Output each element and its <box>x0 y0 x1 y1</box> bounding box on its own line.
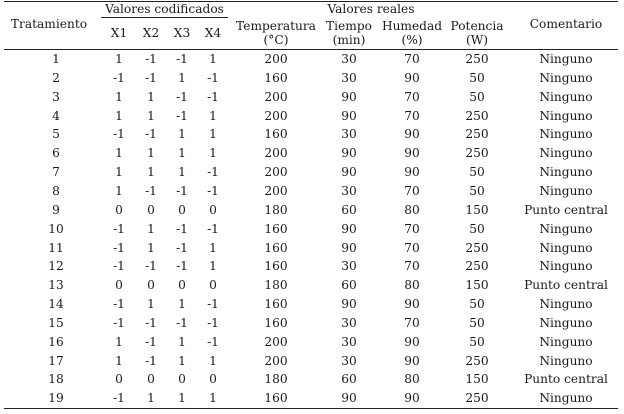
x2-header: X2 <box>142 26 160 40</box>
comment-cell: Ninguno <box>539 391 593 406</box>
humidity-cell: 70 <box>404 240 420 255</box>
power-cell: 50 <box>469 297 485 312</box>
x3-cell: -1 <box>176 183 188 198</box>
power-cell: 250 <box>465 52 489 66</box>
x1-cell: 1 <box>115 183 123 198</box>
comment-cell: Ninguno <box>539 165 593 180</box>
x2-cell: 1 <box>147 221 155 236</box>
humidity-cell: 90 <box>404 353 420 368</box>
comment-cell: Ninguno <box>539 259 593 274</box>
x1-cell: -1 <box>113 240 125 255</box>
time-cell: 60 <box>341 278 357 293</box>
humidity-unit: (%) <box>401 33 423 47</box>
x3-cell: 1 <box>178 127 186 142</box>
x3-cell: 1 <box>178 353 186 368</box>
x3-cell: -1 <box>176 221 188 236</box>
power-cell: 150 <box>465 278 489 293</box>
treatment-cell: 5 <box>52 127 60 142</box>
x3-cell: 1 <box>178 165 186 180</box>
treatment-cell: 10 <box>48 221 64 236</box>
x4-cell: 0 <box>209 202 217 217</box>
humidity-cell: 90 <box>404 297 420 312</box>
power-cell: 50 <box>469 70 485 85</box>
x1-cell: 1 <box>115 146 123 161</box>
power-cell: 250 <box>465 108 489 123</box>
x1-cell: -1 <box>113 315 125 330</box>
time-cell: 90 <box>341 391 357 406</box>
treatment-cell: 19 <box>48 391 64 406</box>
temperature-cell: 180 <box>264 278 288 293</box>
time-cell: 30 <box>341 183 357 198</box>
x4-cell: 1 <box>209 240 217 255</box>
x1-cell: 1 <box>115 89 123 104</box>
comment-cell: Ninguno <box>539 52 593 66</box>
x4-cell: 0 <box>209 372 217 387</box>
power-cell: 50 <box>469 165 485 180</box>
humidity-cell: 70 <box>404 259 420 274</box>
x1-header: X1 <box>110 26 128 40</box>
x4-cell: -1 <box>207 334 219 349</box>
x1-cell: 1 <box>115 334 123 349</box>
x4-cell: 1 <box>209 259 217 274</box>
humidity-cell: 70 <box>404 52 420 66</box>
treatment-cell: 13 <box>48 278 64 293</box>
time-cell: 90 <box>341 221 357 236</box>
comment-header: Comentario <box>529 17 603 31</box>
x3-header: X3 <box>173 26 191 40</box>
x3-cell: 0 <box>178 372 186 387</box>
x3-cell: -1 <box>176 108 188 123</box>
treatment-cell: 4 <box>52 108 60 123</box>
x2-cell: 1 <box>147 108 155 123</box>
x2-cell: -1 <box>145 52 157 66</box>
x2-cell: -1 <box>145 127 157 142</box>
x3-cell: 1 <box>178 334 186 349</box>
power-cell: 250 <box>465 146 489 161</box>
treatment-cell: 17 <box>48 353 64 368</box>
humidity-cell: 90 <box>404 70 420 85</box>
x1-cell: 1 <box>115 52 123 66</box>
time-cell: 30 <box>341 353 357 368</box>
temperature-cell: 160 <box>264 240 288 255</box>
time-header: Tiempo <box>326 19 372 33</box>
x4-cell: 1 <box>209 353 217 368</box>
x1-cell: 0 <box>115 372 123 387</box>
time-cell: 30 <box>341 259 357 274</box>
time-cell: 90 <box>341 108 357 123</box>
treatment-cell: 15 <box>48 315 64 330</box>
power-cell: 50 <box>469 334 485 349</box>
x3-cell: 1 <box>178 146 186 161</box>
x2-cell: -1 <box>145 70 157 85</box>
x2-cell: -1 <box>145 259 157 274</box>
bottom-rule <box>4 408 618 409</box>
temperature-cell: 160 <box>264 391 288 406</box>
x2-cell: 1 <box>147 391 155 406</box>
time-cell: 30 <box>341 70 357 85</box>
x4-header: X4 <box>204 26 222 40</box>
time-cell: 90 <box>341 146 357 161</box>
comment-cell: Ninguno <box>539 89 593 104</box>
x4-cell: -1 <box>207 70 219 85</box>
treatment-cell: 16 <box>48 334 64 349</box>
temperature-cell: 200 <box>264 353 288 368</box>
temperature-cell: 200 <box>264 108 288 123</box>
treatment-cell: 14 <box>48 297 64 312</box>
humidity-cell: 70 <box>404 221 420 236</box>
temperature-cell: 200 <box>264 183 288 198</box>
x2-cell: 0 <box>147 372 155 387</box>
x2-cell: 1 <box>147 240 155 255</box>
comment-cell: Ninguno <box>539 221 593 236</box>
comment-cell: Ninguno <box>539 334 593 349</box>
x4-cell: -1 <box>207 183 219 198</box>
treatment-cell: 3 <box>52 89 60 104</box>
x4-cell: -1 <box>207 165 219 180</box>
x4-cell: -1 <box>207 297 219 312</box>
temperature-unit: (°C) <box>263 33 289 47</box>
humidity-cell: 70 <box>404 315 420 330</box>
x1-cell: -1 <box>113 259 125 274</box>
time-cell: 30 <box>341 334 357 349</box>
comment-cell: Ninguno <box>539 146 593 161</box>
treatment-cell: 12 <box>48 259 64 274</box>
x2-cell: -1 <box>145 183 157 198</box>
comment-cell: Ninguno <box>539 297 593 312</box>
comment-cell: Ninguno <box>539 127 593 142</box>
x4-cell: 1 <box>209 391 217 406</box>
temperature-cell: 200 <box>264 334 288 349</box>
comment-cell: Ninguno <box>539 315 593 330</box>
x2-cell: -1 <box>145 334 157 349</box>
x1-cell: -1 <box>113 127 125 142</box>
x1-cell: 0 <box>115 202 123 217</box>
humidity-cell: 70 <box>404 89 420 104</box>
treatment-cell: 6 <box>52 146 60 161</box>
x4-cell: 1 <box>209 108 217 123</box>
power-cell: 250 <box>465 240 489 255</box>
temperature-cell: 200 <box>264 165 288 180</box>
x1-cell: 1 <box>115 165 123 180</box>
power-cell: 250 <box>465 127 489 142</box>
x3-cell: 0 <box>178 278 186 293</box>
x4-cell: 1 <box>209 52 217 66</box>
temperature-cell: 160 <box>264 70 288 85</box>
x2-cell: 1 <box>147 89 155 104</box>
humidity-cell: 80 <box>404 278 420 293</box>
time-cell: 90 <box>341 89 357 104</box>
treatment-cell: 2 <box>52 70 60 85</box>
humidity-header: Humedad <box>381 19 443 33</box>
treatment-cell: 9 <box>52 202 60 217</box>
time-cell: 90 <box>341 240 357 255</box>
humidity-cell: 70 <box>404 108 420 123</box>
treatment-cell: 7 <box>52 165 60 180</box>
x3-cell: 0 <box>178 202 186 217</box>
temperature-cell: 160 <box>264 315 288 330</box>
humidity-cell: 80 <box>404 372 420 387</box>
x4-cell: -1 <box>207 221 219 236</box>
x2-cell: 1 <box>147 146 155 161</box>
x4-cell: -1 <box>207 315 219 330</box>
comment-cell: Punto central <box>524 202 608 217</box>
x2-cell: -1 <box>145 353 157 368</box>
time-cell: 60 <box>341 372 357 387</box>
time-cell: 30 <box>341 52 357 66</box>
x3-cell: 1 <box>178 70 186 85</box>
humidity-cell: 90 <box>404 334 420 349</box>
x4-cell: 1 <box>209 127 217 142</box>
x1-cell: -1 <box>113 221 125 236</box>
humidity-cell: 90 <box>404 391 420 406</box>
power-cell: 250 <box>465 259 489 274</box>
comment-cell: Ninguno <box>539 240 593 255</box>
comment-cell: Ninguno <box>539 108 593 123</box>
treatment-cell: 8 <box>52 183 60 198</box>
treatment-cell: 11 <box>48 240 64 255</box>
temperature-cell: 200 <box>264 52 288 66</box>
time-cell: 90 <box>341 297 357 312</box>
coded-values-header: Valores codificados <box>105 2 224 16</box>
temperature-cell: 160 <box>264 127 288 142</box>
temperature-header: Temperatura <box>236 19 316 33</box>
x3-cell: -1 <box>176 89 188 104</box>
x2-cell: 1 <box>147 165 155 180</box>
power-unit: (W) <box>465 33 489 47</box>
humidity-cell: 70 <box>404 183 420 198</box>
time-unit: (min) <box>332 33 366 47</box>
x1-cell: 0 <box>115 278 123 293</box>
temperature-cell: 200 <box>264 89 288 104</box>
x3-cell: 1 <box>178 297 186 312</box>
x4-cell: -1 <box>207 89 219 104</box>
x1-cell: -1 <box>113 297 125 312</box>
x1-cell: 1 <box>115 353 123 368</box>
real-values-header: Valores reales <box>327 2 415 16</box>
comment-cell: Punto central <box>524 372 608 387</box>
treatment-cell: 18 <box>48 372 64 387</box>
power-cell: 50 <box>469 89 485 104</box>
power-cell: 50 <box>469 315 485 330</box>
temperature-cell: 160 <box>264 259 288 274</box>
comment-cell: Ninguno <box>539 183 593 198</box>
treatment-header: Tratamiento <box>10 17 88 31</box>
power-cell: 150 <box>465 372 489 387</box>
x3-cell: -1 <box>176 52 188 66</box>
time-cell: 60 <box>341 202 357 217</box>
x1-cell: -1 <box>113 70 125 85</box>
temperature-cell: 160 <box>264 221 288 236</box>
power-cell: 50 <box>469 183 485 198</box>
power-cell: 50 <box>469 221 485 236</box>
x2-cell: -1 <box>145 315 157 330</box>
humidity-cell: 90 <box>404 165 420 180</box>
time-cell: 30 <box>341 315 357 330</box>
humidity-cell: 80 <box>404 202 420 217</box>
comment-cell: Ninguno <box>539 353 593 368</box>
x3-cell: -1 <box>176 315 188 330</box>
x4-cell: 0 <box>209 278 217 293</box>
temperature-cell: 160 <box>264 297 288 312</box>
humidity-cell: 90 <box>404 146 420 161</box>
x3-cell: -1 <box>176 259 188 274</box>
power-cell: 250 <box>465 391 489 406</box>
temperature-cell: 200 <box>264 146 288 161</box>
x2-cell: 0 <box>147 202 155 217</box>
time-cell: 30 <box>341 127 357 142</box>
power-cell: 250 <box>465 353 489 368</box>
time-cell: 90 <box>341 165 357 180</box>
humidity-cell: 90 <box>404 127 420 142</box>
power-cell: 150 <box>465 202 489 217</box>
temperature-cell: 180 <box>264 202 288 217</box>
power-header: Potencia <box>450 19 504 33</box>
x1-cell: 1 <box>115 108 123 123</box>
x3-cell: -1 <box>176 240 188 255</box>
x2-cell: 1 <box>147 297 155 312</box>
x3-cell: 1 <box>178 391 186 406</box>
temperature-cell: 180 <box>264 372 288 387</box>
coded-group-rule <box>101 17 228 18</box>
treatment-cell: 1 <box>52 52 60 66</box>
comment-cell: Punto central <box>524 278 608 293</box>
x4-cell: 1 <box>209 146 217 161</box>
x1-cell: -1 <box>113 391 125 406</box>
comment-cell: Ninguno <box>539 70 593 85</box>
header-bottom-rule <box>4 49 618 50</box>
x2-cell: 0 <box>147 278 155 293</box>
